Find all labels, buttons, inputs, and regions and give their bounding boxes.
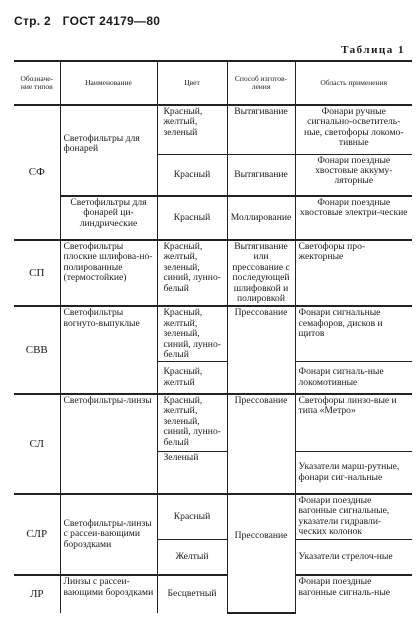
area-cell: Фонари ручные сигнально-осветитель-ные, светофоры локомо-тивные — [295, 105, 412, 154]
spec-table — [14, 60, 412, 614]
area-cell: Указатели стрелоч-ные — [295, 539, 412, 575]
type-code: СП — [14, 240, 60, 306]
method-cell: Вытягивание — [227, 154, 295, 196]
method-cell: Прессование — [227, 306, 295, 394]
type-name: Светофильтры-линзы — [60, 394, 157, 494]
standard-number: ГОСТ 24179—80 — [62, 14, 161, 28]
table-row — [14, 240, 412, 306]
color-cell: Красный, желтый, зеленый, синий, лунно-белый — [157, 240, 227, 306]
page-header — [14, 14, 160, 28]
color-cell: Красный, желтый, зеленый, синий, лунно-белый — [157, 306, 227, 362]
table-row — [14, 196, 412, 240]
area-cell: Фонари поездные хвостовые аккуму-ляторные — [295, 154, 412, 196]
type-name: Линзы с рассеи-вающими бороздками — [60, 575, 157, 613]
table-row — [14, 394, 412, 452]
type-name: Светофильтры вогнуто-выпуклые — [60, 306, 157, 394]
color-cell: Красный — [157, 196, 227, 240]
area-cell: Указатели марш-рутные, фонари сиг-нальные — [295, 452, 412, 494]
table-row — [14, 306, 412, 362]
type-code: СВВ — [14, 306, 60, 394]
col-header-method: Способ изготов-ления — [227, 61, 295, 105]
type-code: СФ — [14, 105, 60, 240]
color-cell: Красный, желтый, зеленый, синий, лунно-белый — [157, 394, 227, 452]
table-row — [14, 575, 412, 613]
type-name: Светофильтры плоские шлифова-но-полированные (термостойкие) — [60, 240, 157, 306]
page-number: Стр. 2 — [14, 14, 52, 28]
color-cell: Бесцветный — [157, 575, 227, 613]
col-header-code: Обозначе-ние типов — [14, 61, 60, 105]
col-header-name: Наименование — [60, 61, 157, 105]
type-name: Светофильтры-линзы с рассеи-вающими бороздками — [60, 494, 157, 575]
method-cell: Прессование — [227, 394, 295, 494]
table-row — [14, 494, 412, 539]
type-code: ЛР — [14, 575, 60, 613]
color-cell: Красный — [157, 154, 227, 196]
area-cell: Фонари сигнальные семафоров, дисков и щитов — [295, 306, 412, 362]
area-cell: Светофоры линзо-вые и типа «Метро» — [295, 394, 412, 452]
area-cell: Фонари сигналь-ные локомотивные — [295, 362, 412, 394]
type-name: Светофильтры для фонарей ци-линдрические — [60, 196, 157, 240]
color-cell: Желтый — [157, 539, 227, 575]
type-code: СЛ — [14, 394, 60, 494]
type-name: Светофильтры для фонарей — [60, 105, 157, 196]
table-row — [14, 105, 412, 154]
area-cell: Светофоры про-жекторные — [295, 240, 412, 306]
area-cell: Фонари поездные вагонные сигналь-ные — [298, 576, 391, 598]
method-cell: Вытягивание — [227, 105, 295, 154]
method-cell: Вытягивание или прессование с последующей шлифовкой и полировкой — [227, 240, 295, 306]
table-header-row — [14, 61, 412, 105]
col-header-color: Цвет — [157, 61, 227, 105]
table-caption: Таблица 1 — [341, 44, 405, 56]
color-cell: Красный, желтый — [157, 362, 227, 394]
area-cell: Фонари поездные хвостовые электри-ческие — [295, 196, 412, 240]
color-cell: Красный, желтый, зеленый — [157, 105, 227, 154]
type-code: СЛР — [14, 494, 60, 575]
color-cell: Зеленый — [157, 452, 227, 494]
area-cell: Фонари поездные вагонные сигнальные, указатели гидравли-ческих колонок — [295, 494, 412, 539]
method-cell: Прессование — [227, 494, 295, 613]
method-cell: Моллирование — [227, 196, 295, 240]
col-header-area: Область применения — [295, 61, 412, 105]
color-cell: Красный — [157, 494, 227, 539]
